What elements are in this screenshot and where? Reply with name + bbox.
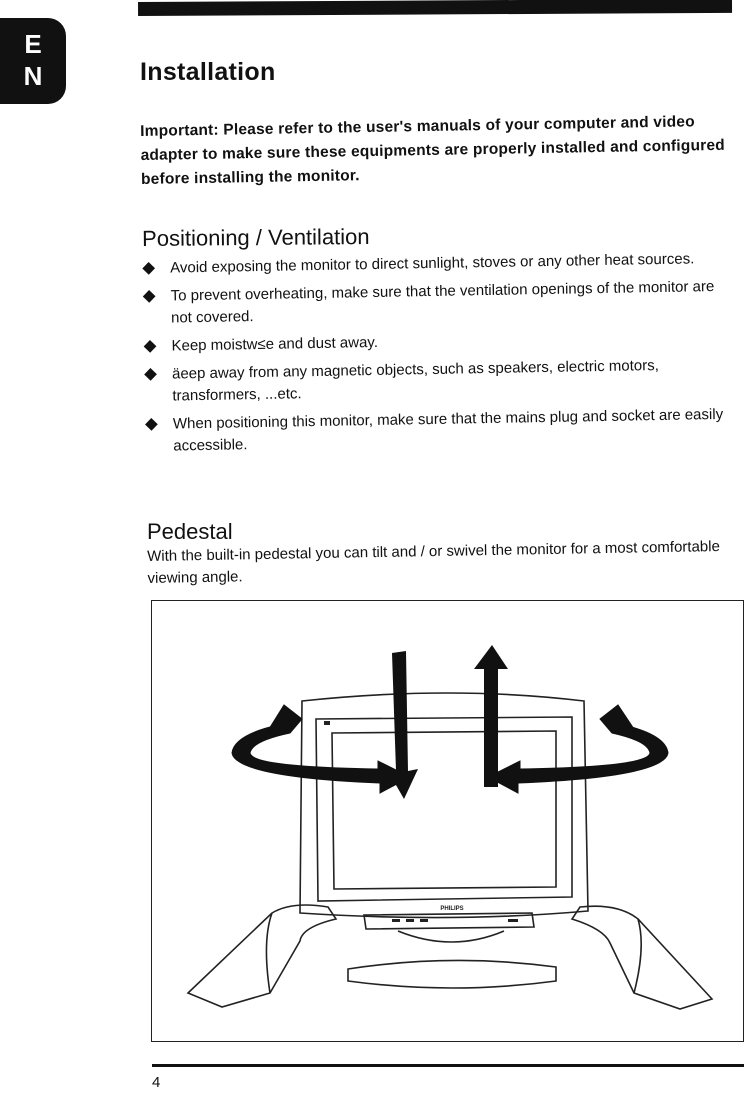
left-hand [188,905,336,1007]
positioning-bullet-list [142,248,740,464]
right-hand [572,906,712,1009]
base-neck [398,931,504,942]
tilt-down-arrow-icon [388,651,418,799]
monitor-screen [332,731,556,889]
language-tab-letter-e: E [24,29,42,59]
bullet-item [145,404,740,458]
bullet-item [144,354,739,408]
bullet-text: When positioning this monitor, make sure that the mains plug and socket are easily accessible. [172,405,724,455]
pedestal-heading: Pedestal [147,519,233,544]
tilt-up-arrow-icon [474,645,508,787]
language-tab [0,18,66,104]
bullet-item [143,326,737,358]
brand-label: PHILIPS [440,906,464,912]
bullet-text: Avoid exposing the monitor to direct sunlight, stoves or any other heat sources. [170,250,695,277]
power-led-icon [324,721,330,725]
bullet-text: Keep moistw≤e and dust away. [171,333,379,355]
diamond-bullet-icon [144,340,157,353]
page-number: 4 [152,1074,161,1091]
bullet-text: äeep away from any magnetic objects, such as speakers, electric motors, transformers, ...etc. [171,356,659,405]
bullet-item [142,276,737,330]
monitor-inner-bezel [316,717,572,901]
monitor-tilt-swivel-illustration [151,600,744,1042]
top-rule [138,0,732,16]
page-title: Installation [140,58,276,86]
language-tab-letter-n: N [23,61,43,91]
pedestal-description: With the built-in pedestal you can tilt and / or swivel the monitor for a most comfortable viewing angle. [147,538,721,587]
positioning-heading: Positioning / Ventilation [142,224,370,251]
important-notice: Important: Please refer to the user's manuals of your computer and video adapter to make sure these equipments are properly installed and configured before installing the monitor. [140,113,726,188]
diamond-bullet-icon [145,418,158,431]
diamond-bullet-icon [143,290,156,303]
diamond-bullet-icon [142,262,155,275]
monitor-bezel [300,693,588,918]
monitor-base [348,960,556,988]
bullet-text: To prevent overheating, make sure that the ventilation openings of the monitor are not covered. [170,278,715,327]
illustration-drawing [152,601,744,1042]
diamond-bullet-icon [144,368,157,381]
bottom-rule [152,1064,744,1067]
bullet-item [142,248,736,280]
